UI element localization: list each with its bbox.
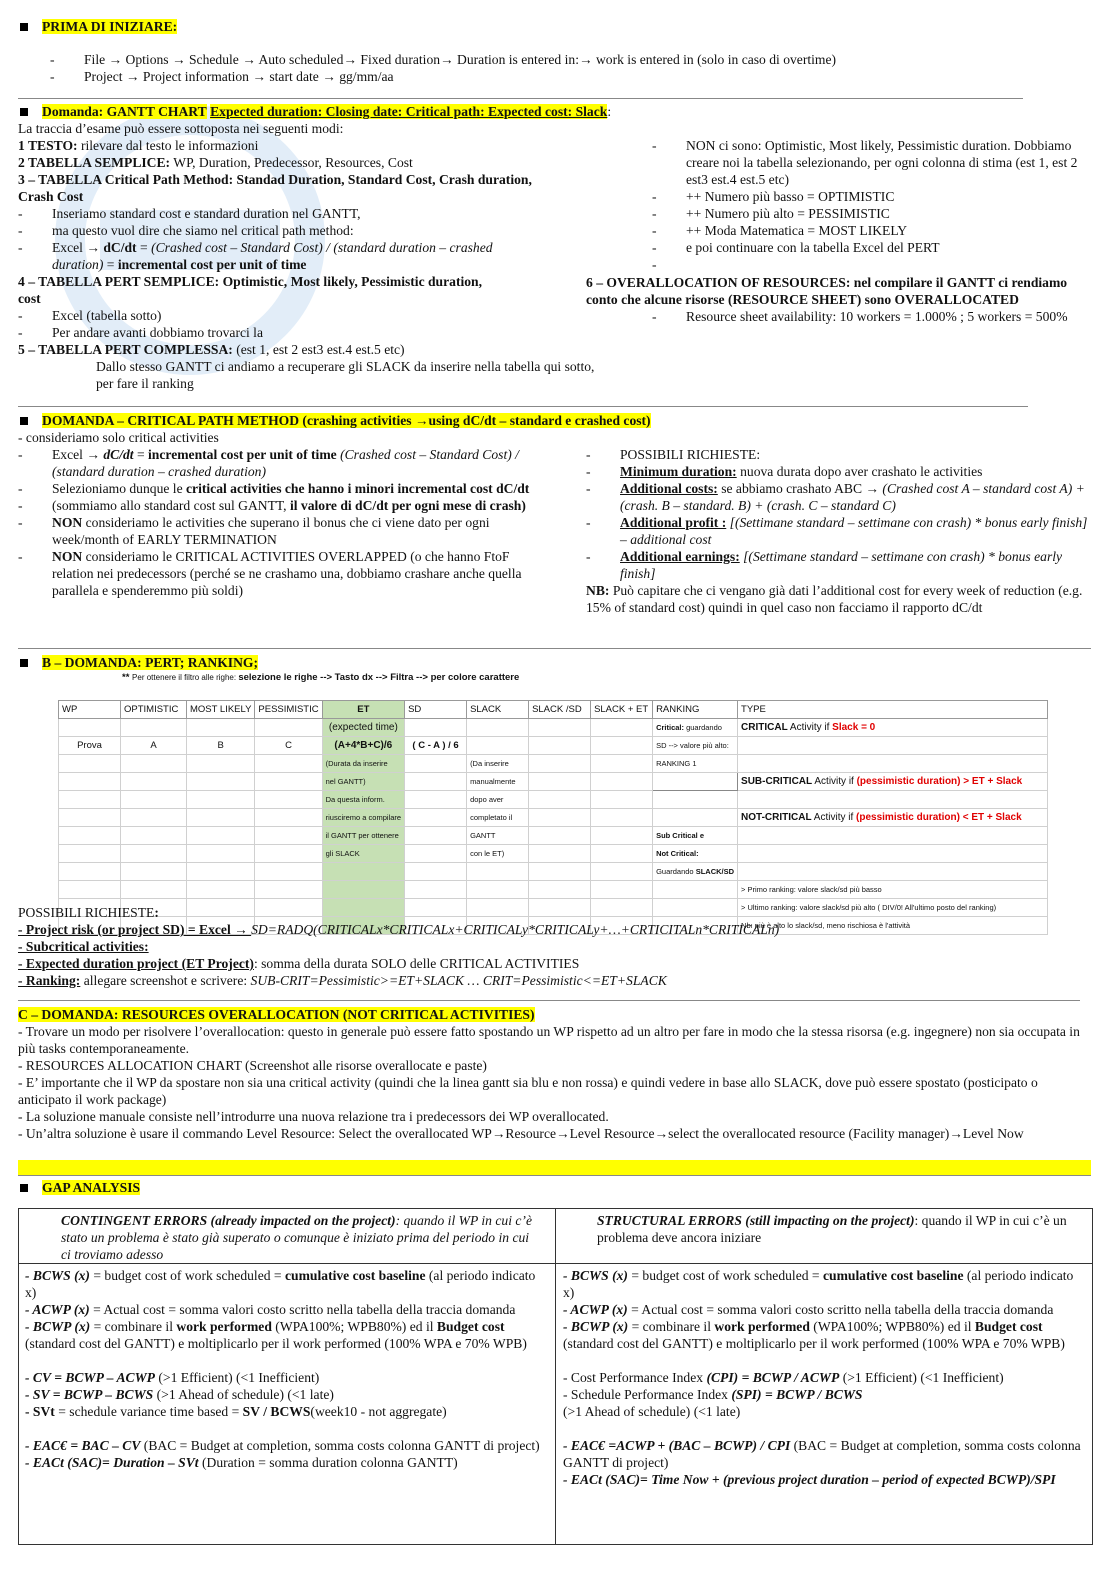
t: (>1 Ahead of schedule) (<1 late): [153, 1387, 334, 1402]
t: = budget cost of work scheduled =: [89, 1268, 286, 1283]
t: Budget cost: [974, 1319, 1043, 1334]
mode-4: 4 – TABELLA PERT SEMPLICE: Optimistic, Most likely, Pessimistic duration, cost: [18, 274, 483, 306]
list-item: - Excel (tabella sotto): [18, 307, 608, 324]
cell[interactable]: ( C - A ) / 6: [405, 737, 467, 755]
row-divider: [19, 1263, 1092, 1264]
formula: [25, 1318, 547, 1352]
request-line: [18, 955, 1098, 972]
mode-1: [18, 137, 608, 154]
formula: [563, 1318, 1085, 1352]
mode-label: 2 TABELLA SEMPLICE:: [18, 155, 171, 170]
list-item: [18, 239, 507, 273]
square-bullet-icon: [20, 659, 28, 667]
list-item: [18, 446, 548, 480]
table-row: [59, 755, 1048, 773]
cell[interactable]: [653, 719, 738, 737]
cell[interactable]: nel GANTT): [322, 773, 404, 791]
table-row: [59, 791, 1048, 809]
t: = combinare il: [90, 1319, 177, 1334]
list-item: [586, 463, 1091, 480]
formula: [25, 1369, 547, 1386]
t: - CV = BCWP – ACWP: [25, 1370, 155, 1385]
t: - EACt (SAC)= Duration – SVt: [25, 1455, 199, 1470]
mode-text: rilevare dal testo le informazioni: [77, 138, 259, 153]
list-item: - POSSIBILI RICHIESTE:: [586, 446, 1091, 463]
cell[interactable]: (Durata da inserire: [322, 755, 404, 773]
t: :: [154, 905, 159, 920]
square-bullet-icon: [20, 1184, 28, 1192]
list-item: [18, 548, 548, 599]
pert-spreadsheet: [58, 700, 1048, 935]
t: (Duration = somma duration colonna GANTT): [198, 1455, 458, 1470]
t: se abbiamo crashato ABC →: [717, 481, 883, 496]
t: = combinare il: [628, 1319, 715, 1334]
t: critical activities che hanno i minori incremental cost dC/dt: [186, 481, 530, 496]
t: dC/dt: [103, 240, 137, 255]
intro-text: La traccia d’esame può essere sottoposta nei seguenti modi:: [18, 121, 344, 136]
t: - Ranking:: [18, 973, 81, 988]
mode-6: 6 – OVERALLOCATION OF RESOURCES: nel compilare il GANTT ci rendiamo conto che alcune risorse (RESOURCE SHEET) sono OVERALLOCATED: [586, 275, 1068, 307]
t: (Crashed cost – Standard Cost) / (standard duration – crashed duration): [52, 447, 519, 479]
t: Excel →: [52, 447, 104, 462]
cell[interactable]: [738, 773, 1048, 791]
note-text: Dallo stesso GANTT ci andiamo a recuperare gli SLACK da inserire nella tabella qui sotto, per fare il ranking: [96, 359, 595, 391]
t: Per ottenere il filtro alle righe:: [132, 673, 239, 682]
request-line: [18, 921, 1098, 938]
t: = Actual cost = somma valori costo scritto nella tabella della traccia domanda: [89, 1302, 516, 1317]
t: - SV = BCWP – BCWS: [25, 1387, 154, 1402]
column-divider: [555, 1209, 556, 1544]
t: = schedule variance time based =: [54, 1404, 243, 1419]
t: [(Settimane standard – settimane con crash) * bonus early finish]: [620, 549, 1063, 581]
t: Additional earnings:: [620, 549, 740, 564]
t: =: [133, 447, 149, 462]
t: Minimum duration:: [620, 464, 737, 479]
section-gap-analysis: [18, 1179, 140, 1196]
t: SD=RADQ(CRITICALx*CRITICALx+CRITICALy*CRITICALy+…+CRTICITALn*CRITICALn): [251, 922, 780, 937]
t: CRITICAL: [741, 722, 788, 733]
t: NB:: [586, 583, 610, 598]
list-item: - ++ Moda Matematica = MOST LIKELY: [652, 222, 1092, 239]
t: - BCWP (x): [25, 1319, 91, 1334]
mode-text: WP, Duration, Predecessor, Resources, Cost: [170, 155, 413, 170]
t: **: [122, 672, 133, 683]
list-item: - e poi continuare con la tabella Excel del PERT: [652, 239, 1092, 256]
cell[interactable]: [653, 863, 738, 881]
square-bullet-icon: [20, 417, 28, 425]
table-row: [59, 827, 1048, 845]
t: Critical:: [656, 723, 684, 732]
cell[interactable]: Not Critical:: [653, 845, 738, 863]
t: (Crashed cost A – standard cost A) + (crash. B – standard. B) + (crash. C – standard C): [620, 481, 1085, 513]
cell[interactable]: A: [121, 737, 187, 755]
cell[interactable]: > Primo ranking: valore slack/sd più basso: [738, 881, 1048, 899]
divider: [18, 406, 1028, 407]
t: NON: [52, 549, 83, 564]
list-item: [586, 514, 1091, 548]
section-title: C – DOMANDA: RESOURCES OVERALLOCATION (NOT CRITICAL ACTIVITIES): [18, 1007, 535, 1022]
mode-label: 5 – TABELLA PERT COMPLESSA:: [18, 342, 233, 357]
t: CONTINGENT ERRORS (already impacted on the project): [61, 1213, 396, 1228]
col-header[interactable]: WP: [59, 701, 121, 719]
t: Activity if: [811, 812, 857, 823]
t: (BAC = Budget at completion, somma costs colonna GANTT di project): [563, 1438, 1081, 1470]
step-line: - Project → Project information → start date → gg/mm/aa: [50, 68, 1100, 85]
t: SUB-CRIT=Pessimistic>=ET+SLACK … CRIT=Pessimistic<=ET+SLACK: [250, 973, 667, 988]
section-prima-di-iniziare: [18, 18, 177, 35]
t: NOT-CRITICAL: [741, 812, 812, 823]
t: NON: [52, 515, 83, 530]
overallocation-note: [586, 274, 1076, 325]
t: Additional costs:: [620, 481, 718, 496]
t: work performed: [176, 1319, 272, 1334]
formula: - EACt (SAC)= Time Now + (previous project duration – period of expected BCWP)/SPI: [563, 1472, 1056, 1487]
table-row: [59, 719, 1048, 737]
section-resources-overallocation: [18, 1006, 535, 1023]
request-line: - Subcritical activities:: [18, 939, 149, 954]
overallocation-body: [18, 1023, 1093, 1142]
contingent-errors-body: [25, 1267, 547, 1471]
t: Excel →: [52, 240, 104, 255]
t: (al periodo indicato x): [563, 1268, 1074, 1300]
gantt-left-column: [18, 120, 608, 392]
t: (WPA100%; WPB80%) ed il: [271, 1319, 437, 1334]
t: = Actual cost = somma valori costo scritto nella tabella della traccia domanda: [627, 1302, 1054, 1317]
pert-table: [58, 700, 1048, 935]
formula: [25, 1267, 547, 1301]
t: Slack = 0: [832, 722, 876, 733]
col-header[interactable]: SD: [405, 701, 467, 719]
col-header[interactable]: SLACK: [467, 701, 529, 719]
cell[interactable]: C: [255, 737, 322, 755]
t: - BCWS (x): [25, 1268, 90, 1283]
col-header[interactable]: PESSIMISTIC: [255, 701, 322, 719]
t: - ACWP (x): [25, 1302, 90, 1317]
t: incremental cost per unit of time: [148, 447, 337, 462]
formula: (>1 Ahead of schedule) (<1 late): [563, 1404, 741, 1419]
t: [(Settimane standard – settimane con crash) * bonus early finish] – additional cost: [620, 515, 1088, 547]
list-item: [586, 480, 1091, 514]
t: allegare screenshot e scrivere:: [80, 973, 251, 988]
mode-5: [18, 341, 608, 358]
table-row: [59, 863, 1048, 881]
col-header[interactable]: SLACK /SD: [529, 701, 591, 719]
structural-errors-header: [597, 1212, 1077, 1246]
structural-errors-body: [563, 1267, 1085, 1488]
t: cumulative cost baseline: [823, 1268, 964, 1283]
pert-requests: [18, 904, 1098, 989]
t: - EAC€ = BAC – CV: [25, 1438, 141, 1453]
cell[interactable]: RANKING 1: [653, 755, 738, 773]
cell[interactable]: Nb: più è alto lo slack/sd, meno rischiosa è l'attività: [738, 917, 1048, 935]
t: (week10 - not aggregate): [310, 1404, 447, 1419]
t: il valore di dC/dt per ogni mese di crash): [289, 498, 526, 513]
list-item: - Inseriamo standard cost e standard duration nel GANTT,: [18, 205, 608, 222]
cell[interactable]: manualmente: [467, 773, 529, 791]
t: - Cost Performance Index: [563, 1370, 707, 1385]
table-row: [59, 845, 1048, 863]
t: guardando: [684, 723, 722, 732]
t: (standard cost del GANTT) e moltiplicarlo per il work performed (100% WPA e 70% WPB): [563, 1336, 1065, 1351]
formula: [563, 1301, 1085, 1318]
square-bullet-icon: [20, 108, 28, 116]
t: consideriamo le activities che superano il bonus che ci viene dato per ogni week/month of EARLY TERMINATION: [52, 515, 490, 547]
t: - SVt: [25, 1404, 55, 1419]
formula: [563, 1267, 1085, 1301]
step-line: - File → Options → Schedule → Auto scheduled→ Fixed duration→ Duration is entered in:→ work is entered in (solo in caso di overtime): [50, 51, 1100, 68]
t: - BCWS (x): [563, 1268, 628, 1283]
formula: [563, 1386, 1085, 1403]
cpm-right-column: [586, 446, 1091, 616]
section-critical-path: [18, 412, 651, 429]
list-item: - ma questo vuol dire che siamo nel critical path method:: [18, 222, 608, 239]
list-item: - ++ Numero più alto = PESSIMISTIC: [652, 205, 1092, 222]
table-row: [59, 809, 1048, 827]
section-title: GAP ANALYSIS: [42, 1180, 141, 1195]
formula: [25, 1403, 547, 1420]
table-row: [59, 737, 1048, 755]
section-title: DOMANDA – CRITICAL PATH METHOD (crashing activities →using dC/dt – standard e crashed cost): [42, 413, 651, 428]
list-item: [18, 480, 548, 497]
t: Guardando: [656, 867, 696, 876]
t: (pessimistic duration) > ET + Slack: [856, 776, 1023, 787]
t: - Project risk (or project SD) = Excel →: [18, 922, 252, 937]
t: Budget cost: [436, 1319, 505, 1334]
intro-text: - consideriamo solo critical activities: [18, 430, 219, 445]
setup-steps: [50, 51, 1100, 85]
t: SUB-CRITICAL: [741, 776, 813, 787]
cpm-left-column: [18, 429, 548, 599]
list-item: [18, 514, 548, 548]
cell[interactable]: Da questa inform.: [322, 791, 404, 809]
cell[interactable]: Sub Critical e: [653, 827, 738, 845]
col-header[interactable]: OPTIMISTIC: [121, 701, 187, 719]
t: SV / BCWS: [242, 1404, 311, 1419]
list-item: - NON ci sono: Optimistic, Most likely, Pessimistic duration. Dobbiamo creare noi la tabella selezionando, per ogni colonna di stima (est 1, est 2 est3 est.4 est.5 etc): [652, 137, 1092, 188]
formula: [25, 1386, 547, 1403]
t: - Schedule Performance Index: [563, 1387, 732, 1402]
t: (SPI) = BCWP / BCWS: [731, 1387, 863, 1402]
mode-text: (est 1, est 2 est3 est.4 est.5 etc): [232, 342, 405, 357]
formula: [25, 1301, 547, 1318]
formula: [563, 1437, 1085, 1471]
t: Activity if: [787, 722, 833, 733]
header-row: [59, 701, 1048, 719]
divider: [18, 1000, 1080, 1001]
cell[interactable]: [738, 719, 1048, 737]
list-item: [586, 548, 1091, 582]
section-title: B – DOMANDA: PERT; RANKING;: [42, 655, 258, 670]
text-line: - La soluzione manuale consiste nell’introdurre una nuova relazione tra i predecessors dei WP overallocated.: [18, 1109, 609, 1124]
requests-title: [18, 904, 1098, 921]
cell[interactable]: dopo aver: [467, 791, 529, 809]
list-item: [18, 497, 548, 514]
list-item: - Per andare avanti dobbiamo trovarci la: [18, 324, 608, 341]
cell[interactable]: (A+4*B+C)/6: [322, 737, 404, 755]
list-item-empty: [652, 256, 1092, 273]
t: cumulative cost baseline: [285, 1268, 426, 1283]
t: =: [103, 257, 118, 272]
cell[interactable]: gli SLACK: [322, 845, 404, 863]
t: (al periodo indicato x): [25, 1268, 536, 1300]
col-header[interactable]: SLACK + ET: [591, 701, 653, 719]
list-item: - Resource sheet availability: 10 workers = 1.000% ; 5 workers = 500%: [652, 308, 1076, 325]
col-header[interactable]: RANKING: [653, 701, 738, 719]
t: dC/dt: [103, 447, 134, 462]
formula: [25, 1437, 547, 1454]
t: (WPA100%; WPB80%) ed il: [809, 1319, 975, 1334]
cell[interactable]: (Da inserire: [467, 755, 529, 773]
t: (Crashed cost – Standard Cost) / (standard duration – crashed duration): [52, 240, 493, 272]
table-row: [59, 881, 1048, 899]
cell[interactable]: Prova: [59, 737, 121, 755]
list-item: - ++ Numero più basso = OPTIMISTIC: [652, 188, 1092, 205]
t: (sommiamo allo standard cost sul GANTT,: [52, 498, 290, 513]
t: Additional profit :: [620, 515, 727, 530]
col-header[interactable]: MOST LIKELY: [187, 701, 255, 719]
t: POSSIBILI RICHIESTE: [18, 905, 155, 920]
t: SLACK/SD: [695, 867, 735, 876]
request-line: [18, 972, 1098, 989]
t: work performed: [714, 1319, 810, 1334]
t: - EAC€ =ACWP + (BAC – BCWP) / CPI: [563, 1438, 791, 1453]
section-gantt-chart: Domanda: GANTT CHART Expected duration: Closing date: Critical path: Expected cost: Slack:: [18, 103, 611, 120]
t: (pessimistic duration) < ET + Slack: [856, 812, 1022, 823]
mode-2: [18, 154, 608, 171]
t: Activity if: [812, 776, 857, 787]
t: : quando il WP in cui c’è stato un problema è stato già superato o comunque è iniziato prima del periodo in cui ci troviamo adesso: [61, 1213, 532, 1262]
t: selezione le righe --> Tasto dx --> Filtra --> per colore carattere: [238, 672, 520, 683]
cell[interactable]: SD --> valore più alto:: [653, 737, 738, 755]
table-row: [59, 773, 1048, 791]
t: - Expected duration project (ET Project): [18, 956, 254, 971]
gantt-right-column: [652, 137, 1092, 273]
cell[interactable]: con le ET): [467, 845, 529, 863]
t: Selezioniamo dunque le: [52, 481, 187, 496]
t: =: [136, 240, 152, 255]
text-line: - RESOURCES ALLOCATION CHART (Screenshot alle risorse overallocate e paste): [18, 1058, 487, 1073]
mode-label: 1 TESTO:: [18, 138, 78, 153]
t: (>1 Efficient) (<1 Inefficient): [155, 1370, 320, 1385]
formula: [563, 1369, 1085, 1386]
t: = budget cost of work scheduled =: [627, 1268, 824, 1283]
divider: [18, 648, 1091, 649]
cell[interactable]: completato il: [467, 809, 529, 827]
divider: [18, 98, 1023, 99]
cell[interactable]: (expected time): [322, 719, 404, 737]
divider: [18, 1175, 1091, 1176]
col-header[interactable]: TYPE: [738, 701, 1048, 719]
t: : quando il WP in cui c’è un problema deve ancora iniziare: [597, 1213, 1067, 1245]
text-line: - Trovare un modo per risolvere l’overallocation: questo in generale può essere fatto spostando un WP rispetto ad un altro per fare in modo che la stessa risorsa (e.g. ingegnere) non sia occupata in più tasks contemporaneamente.: [18, 1024, 1080, 1056]
nb-note: [586, 582, 1091, 616]
section-pert: [18, 654, 258, 671]
t: (>1 Efficient) (<1 Inefficient): [839, 1370, 1004, 1385]
filter-hint: [122, 670, 519, 685]
section-title: Domanda: GANTT CHART: [42, 104, 207, 119]
cell[interactable]: B: [187, 737, 255, 755]
t: consideriamo le CRITICAL ACTIVITIES OVERLAPPED (o che hanno FtoF relation nei predecessors (perché se ne crashamo una, dobbiamo crashare anche quella parallela e spenderemmo più soldi): [52, 549, 522, 598]
mode-3: 3 – TABELLA Critical Path Method: Standad Duration, Standard Cost, Crash duration, Crash Cost: [18, 172, 532, 204]
section-title: PRIMA DI INIZIARE:: [42, 19, 178, 34]
section-subtitle: Expected duration: Closing date: Critical path: Expected cost: Slack: [210, 104, 608, 119]
cell[interactable]: > Ultimo ranking: valore slack/sd più alto ( DIV/0! All'ultimo posto del ranking): [738, 899, 1048, 917]
t: Può capitare che ci vengano già dati l’additional cost for every week of reduction (e.g. 15% of standard cost) quindi in quel caso non facciamo il rapporto dC/dt: [586, 583, 1083, 615]
gap-analysis-table: [18, 1208, 1093, 1545]
text-line: - E’ importante che il WP da spostare non sia una critical activity (quindi che la linea gantt sia blu e non rossa) e quindi vedere in base allo SLACK, dove può essere spostato (posticipato o anticipato il work package): [18, 1075, 1038, 1107]
t: (BAC = Budget at completion, somma costs colonna GANTT di project): [140, 1438, 540, 1453]
t: nuova durata dopo aver crashato le activities: [736, 464, 983, 479]
t: incremental cost per unit of time: [117, 257, 307, 272]
text-line: - Un’altra soluzione è usare il commando Level Resource: Select the overallocated WP→Resource→Level Resource→select the overallocated resource (Facility manager)→Level Now: [18, 1126, 1024, 1141]
t: (CPI) = BCWP / ACWP: [706, 1370, 840, 1385]
t: (standard cost del GANTT) e moltiplicarlo per il work performed (100% WPA e 70% WPB): [25, 1336, 527, 1351]
contingent-errors-header: [61, 1212, 541, 1263]
t: STRUCTURAL ERRORS (still impacting on the project): [597, 1213, 915, 1228]
formula: [25, 1454, 547, 1471]
cell[interactable]: GANTT: [467, 827, 529, 845]
col-header[interactable]: ET: [322, 701, 404, 719]
t: - BCWP (x): [563, 1319, 629, 1334]
cell[interactable]: [738, 809, 1048, 827]
cell[interactable]: riusciremo a compilare: [322, 809, 404, 827]
t: : somma della durata SOLO delle CRITICAL ACTIVITIES: [253, 956, 580, 971]
t: - ACWP (x): [563, 1302, 628, 1317]
highlight-bar: [18, 1160, 1091, 1175]
cell[interactable]: il GANTT per ottenere: [322, 827, 404, 845]
square-bullet-icon: [20, 23, 28, 31]
